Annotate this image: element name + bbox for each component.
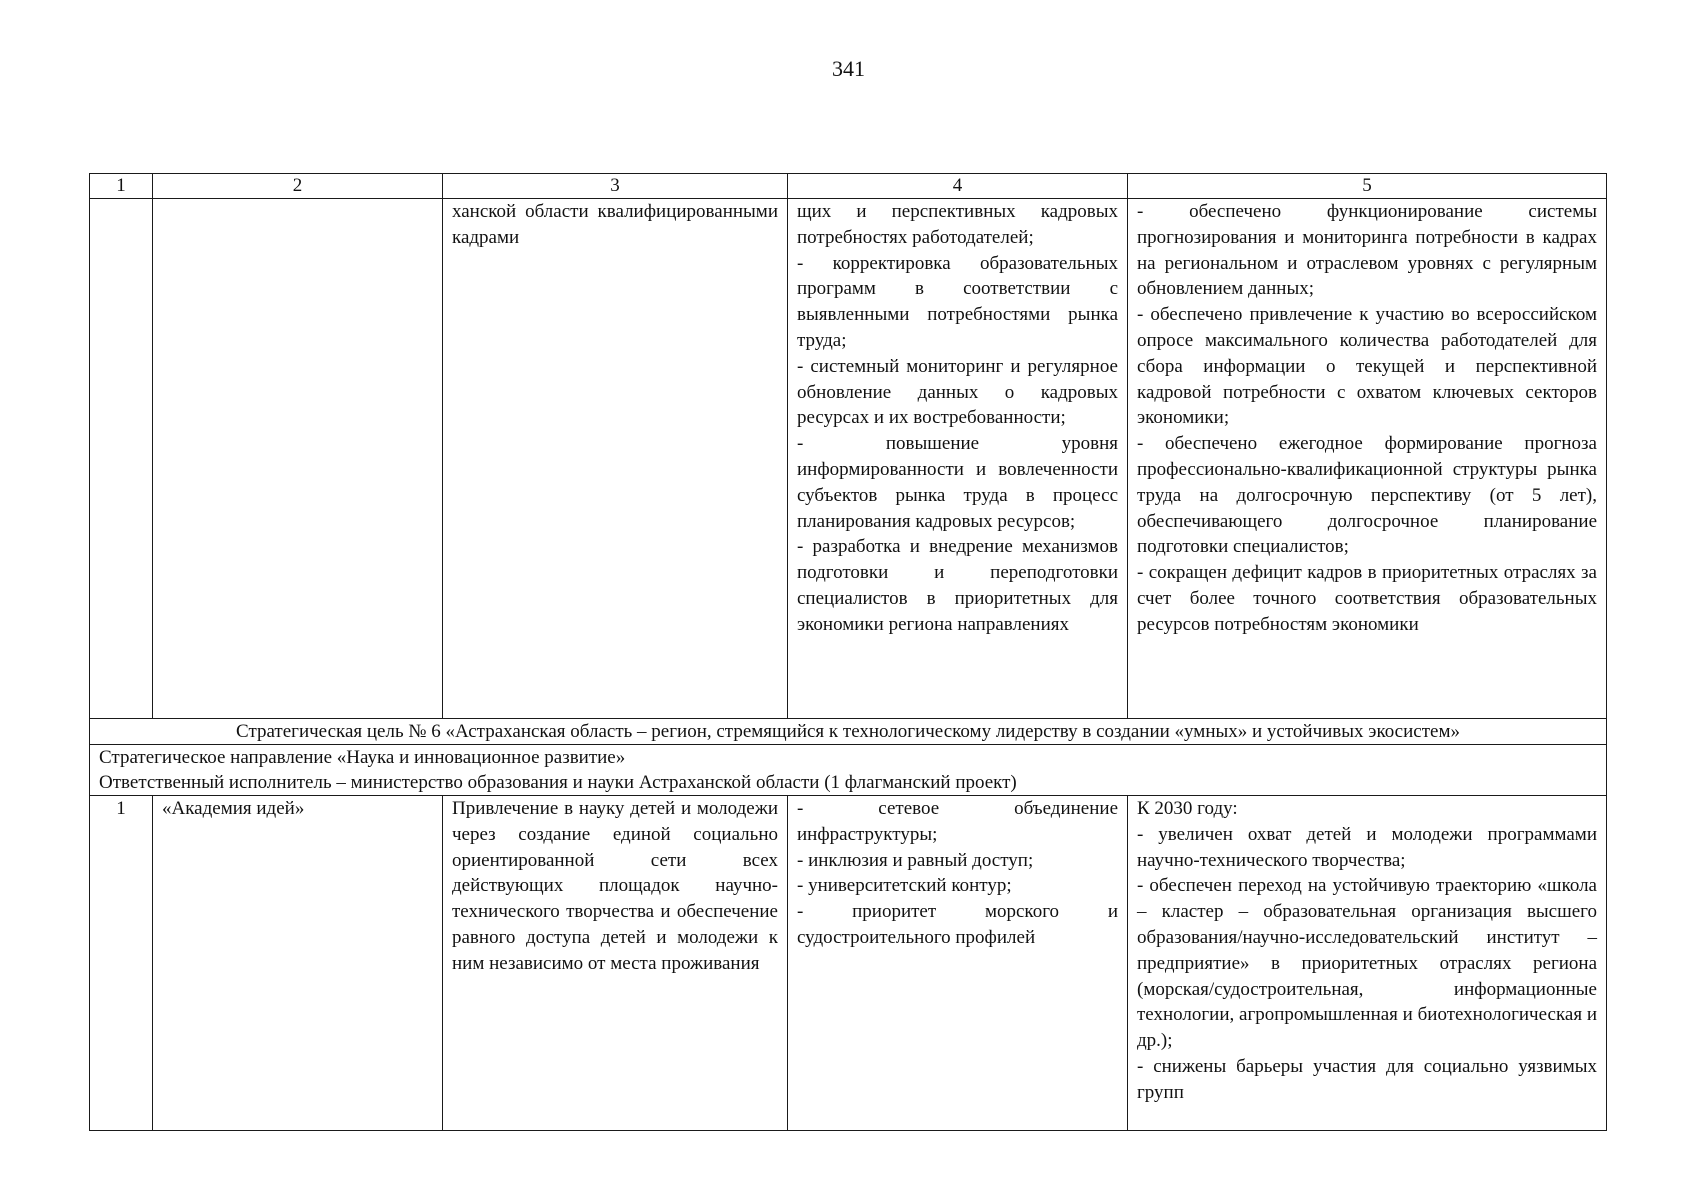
- table-row: [90, 796, 1607, 1131]
- component-item: - системный мониторинг и регулярное обновление данных о кадровых ресурсах и их востребованности;: [797, 355, 1118, 429]
- result-item: - увеличен охват детей и молодежи программами научно-технического творчества;: [1137, 823, 1597, 871]
- strategic-direction: Стратегическое направление «Наука и инновационное развитие»: [99, 747, 626, 768]
- result-item: - обеспечен переход на устойчивую траекторию «школа – кластер – образовательная организация высшего образования/научно-исследовательский институт – предприятие» в приоритетных отраслях региона (морская/судостроительная, информационные технологии, агропромышленная и биотехнологическая и др.);: [1137, 875, 1597, 1052]
- project-components-cell: [788, 796, 1128, 1131]
- responsible-executor: Ответственный исполнитель – министерство образования и науки Астраханской области (1 флагманский проект): [99, 772, 1017, 793]
- component-item: - приоритет морского и судостроительного профилей: [797, 901, 1118, 948]
- component-item: - разработка и внедрение механизмов подготовки и переподготовки специалистов в приоритетных для экономики региона направлениях: [797, 536, 1118, 635]
- result-item: - обеспечено ежегодное формирование прогноза профессионально-квалификационной структуры рынка труда на долгосрочную перспективу (от 5 лет), обеспечивающего долгосрочное планирование подготовки специалистов;: [1137, 433, 1597, 558]
- component-item: - корректировка образовательных программ в соответствии с выявленными потребностями рынка труда;: [797, 252, 1118, 351]
- result-item: - сокращен дефицит кадров в приоритетных отраслях за счет более точного соответствия образовательных ресурсов потребностям экономики: [1137, 562, 1597, 635]
- project-components-cell: [788, 199, 1128, 719]
- component-item: щих и перспективных кадровых потребностях работодателей;: [797, 201, 1118, 248]
- row-number-cell: [90, 199, 153, 719]
- component-item: - повышение уровня информированности и вовлеченности субъектов рынка труда в процесс планирования кадровых ресурсов;: [797, 433, 1118, 532]
- header-cell: 1: [90, 174, 153, 199]
- strategic-direction-row: [90, 745, 1607, 796]
- strategy-table: [89, 173, 1607, 1131]
- header-cell: 5: [1128, 174, 1607, 199]
- result-item: - обеспечено функционирование системы прогнозирования и мониторинга потребности в кадрах на региональном и отраслевом уровнях с регулярным обновлением данных;: [1137, 201, 1597, 300]
- strategic-direction-cell: [90, 745, 1607, 796]
- project-name-cell: «Академия идей»: [153, 796, 443, 1131]
- result-item: - обеспечено привлечение к участию во всероссийском опросе максимального количества работодателей для сбора информации о текущей и перспективной кадровой потребности с охватом ключевых секторов экономики;: [1137, 304, 1597, 429]
- header-cell: 3: [443, 174, 788, 199]
- row-number-cell: 1: [90, 796, 153, 1131]
- component-item: - сетевое объединение инфраструктуры;: [797, 798, 1118, 845]
- component-item: - инклюзия и равный доступ;: [797, 849, 1034, 871]
- strategic-goal-row: [90, 719, 1607, 745]
- results-intro: К 2030 году:: [1137, 798, 1238, 819]
- result-item: - снижены барьеры участия для социально уязвимых групп: [1137, 1055, 1597, 1103]
- project-goal-cell: Привлечение в науку детей и молодежи через создание единой социально ориентированной сети всех действующих площадок научно-технического творчества и обеспечение равного доступа детей и молодежи к ним независимо от места проживания: [443, 796, 788, 1131]
- table-header-row: [90, 174, 1607, 199]
- project-name-cell: [153, 199, 443, 719]
- header-cell: 4: [788, 174, 1128, 199]
- project-results-cell: [1128, 199, 1607, 719]
- project-results-cell: [1128, 796, 1607, 1131]
- page-number: 341: [832, 56, 865, 81]
- strategic-goal: Стратегическая цель № 6 «Астраханская область – регион, стремящийся к технологическому лидерству в создании «умных» и устойчивых экосистем»: [90, 719, 1607, 745]
- table-row: [90, 199, 1607, 719]
- project-goal-cell: ханской области квалифицированными кадрами: [443, 199, 788, 719]
- component-item: - университетский контур;: [797, 875, 1012, 897]
- header-cell: 2: [153, 174, 443, 199]
